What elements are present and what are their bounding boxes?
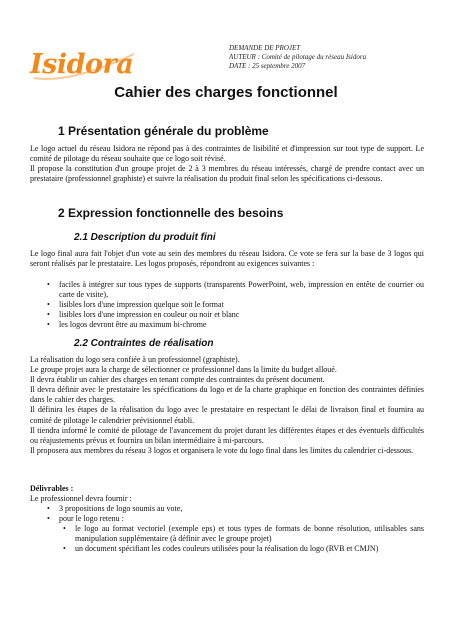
paragraph: Il devra établir un cahier des charges en tenant compte des contraintes du présent document. bbox=[30, 375, 325, 385]
paragraph: Il proposera aux membres du réseau 3 logos et organisera le vote du logo final dans les limites du calendrier ci-dessous. bbox=[30, 445, 414, 455]
paragraph: Le logo actuel du réseau Isidora ne répond pas à des contraintes de lisibilité et d'impression sur tout type de support. Le comité de pilotage du réseau souhaite que ce logo soit révisé. bbox=[30, 144, 424, 164]
subsection-2-2-body bbox=[30, 355, 424, 456]
paragraph: Il propose la constitution d'un groupe projet de 2 à 3 membres du réseau intéressés, chargé de prendre contact avec un prestataire (professionnel graphiste) et suivre la réalisation du produit final selon les spécifications ci-dessous. bbox=[30, 164, 424, 184]
section-1-heading: 1 Présentation générale du problème bbox=[58, 124, 269, 138]
deliverables-list bbox=[45, 504, 424, 554]
list-item: • lisibles lors d'une impression quelque soit le format bbox=[47, 300, 224, 310]
meta-line-type: DEMANDE DE PROJET bbox=[229, 44, 301, 52]
list-item: • les logos devront être au maximum bi-chrome bbox=[47, 320, 207, 330]
section-2-heading: 2 Expression fonctionnelle des besoins bbox=[58, 206, 284, 220]
list-item: • 3 propositions de logo soumis au vote, bbox=[47, 504, 183, 513]
deliverables-intro: Le professionnel devra fournir : bbox=[30, 494, 132, 504]
deliverables-label: Délivrables : bbox=[30, 484, 74, 493]
logo-retenu-list bbox=[59, 524, 424, 554]
paragraph: Il tiendra informé le comité de pilotage de l'avancement du projet durant les différentes étapes et des éventuels difficultés ou réajustements prévus et fournira un bilan intermédiaire à mi-parcours. bbox=[30, 425, 424, 445]
logo-wordmark: Isidora bbox=[30, 49, 134, 80]
deliverables-block bbox=[30, 484, 424, 504]
bullet-icon: • bbox=[47, 310, 50, 320]
bullet-icon: • bbox=[63, 544, 66, 554]
meta-line-author: AUTEUR : Comité de pilotage du réseau Isidora bbox=[229, 53, 367, 61]
bullet-icon: • bbox=[47, 514, 50, 524]
meta-line-date: DATE : 25 septembre 2007 bbox=[229, 62, 306, 70]
bullet-icon: • bbox=[47, 320, 50, 330]
paragraph: Il définira les étapes de la réalisation du logo avec le prestataire en respectant le délai de livraison final et fournira au comité de pilotage le calendrier prévisionnel établi. bbox=[30, 405, 424, 425]
document-meta bbox=[229, 44, 366, 71]
section-1-body bbox=[30, 144, 424, 184]
isidora-logo bbox=[30, 48, 138, 82]
bullet-icon: • bbox=[47, 280, 50, 289]
list-item: • lisibles lors d'une impression en couleur ou noir et blanc bbox=[47, 310, 240, 320]
paragraph: Il devra définir avec le prestataire les spécifications du logo et de la charte graphique en fonction des contraintes définies dans le cahier des charges. bbox=[30, 385, 424, 405]
bullet-icon: • bbox=[63, 524, 66, 534]
bullet-icon: • bbox=[47, 504, 50, 513]
paragraph: La réalisation du logo sera confiée à un professionnel (graphiste). bbox=[30, 355, 240, 364]
list-item: • un document spécifiant les codes couleurs utilisées pour la réalisation du logo (RVB et CMJN) bbox=[63, 544, 379, 554]
bullet-icon: • bbox=[47, 300, 50, 310]
list-item: • faciles à intégrer sur tous types de supports (transparents PowerPoint, web, impression en entête de courrier ou carte de visite), bbox=[47, 280, 424, 300]
subsection-2-2-heading: 2.2 Contraintes de réalisation bbox=[74, 338, 214, 349]
subsection-2-1-heading: 2.1 Description du produit fini bbox=[74, 232, 216, 243]
paragraph: Le logo final aura fait l'objet d'un vote au sein des membres du réseau Isidora. Ce vote se fera sur la base de 3 logos qui seront réalisés par le prestataire. Les logos proposés, répondront au exigences suivantes : bbox=[30, 249, 424, 269]
requirements-list bbox=[45, 280, 424, 330]
document-title: Cahier des charges fonctionnel bbox=[114, 84, 338, 101]
list-item: • pour le logo retenu : • le logo au format vectoriel (exemple eps) et tous types de formats de bonne résolution, utilisables sans manipulation supplémentaire (à définir avec le groupe projet) • un document spécifiant les codes couleurs utilisées pour la réalisation du logo (RVB et CMJN) bbox=[47, 514, 424, 554]
subsection-2-1-intro bbox=[30, 249, 424, 269]
paragraph: Le groupe projet aura la charge de sélectionner ce professionnel dans la limite du budget alloué. bbox=[30, 365, 337, 375]
list-item: • le logo au format vectoriel (exemple eps) et tous types de formats de bonne résolution, utilisables sans manipulation supplémentaire (à définir avec le groupe projet) bbox=[63, 524, 424, 544]
